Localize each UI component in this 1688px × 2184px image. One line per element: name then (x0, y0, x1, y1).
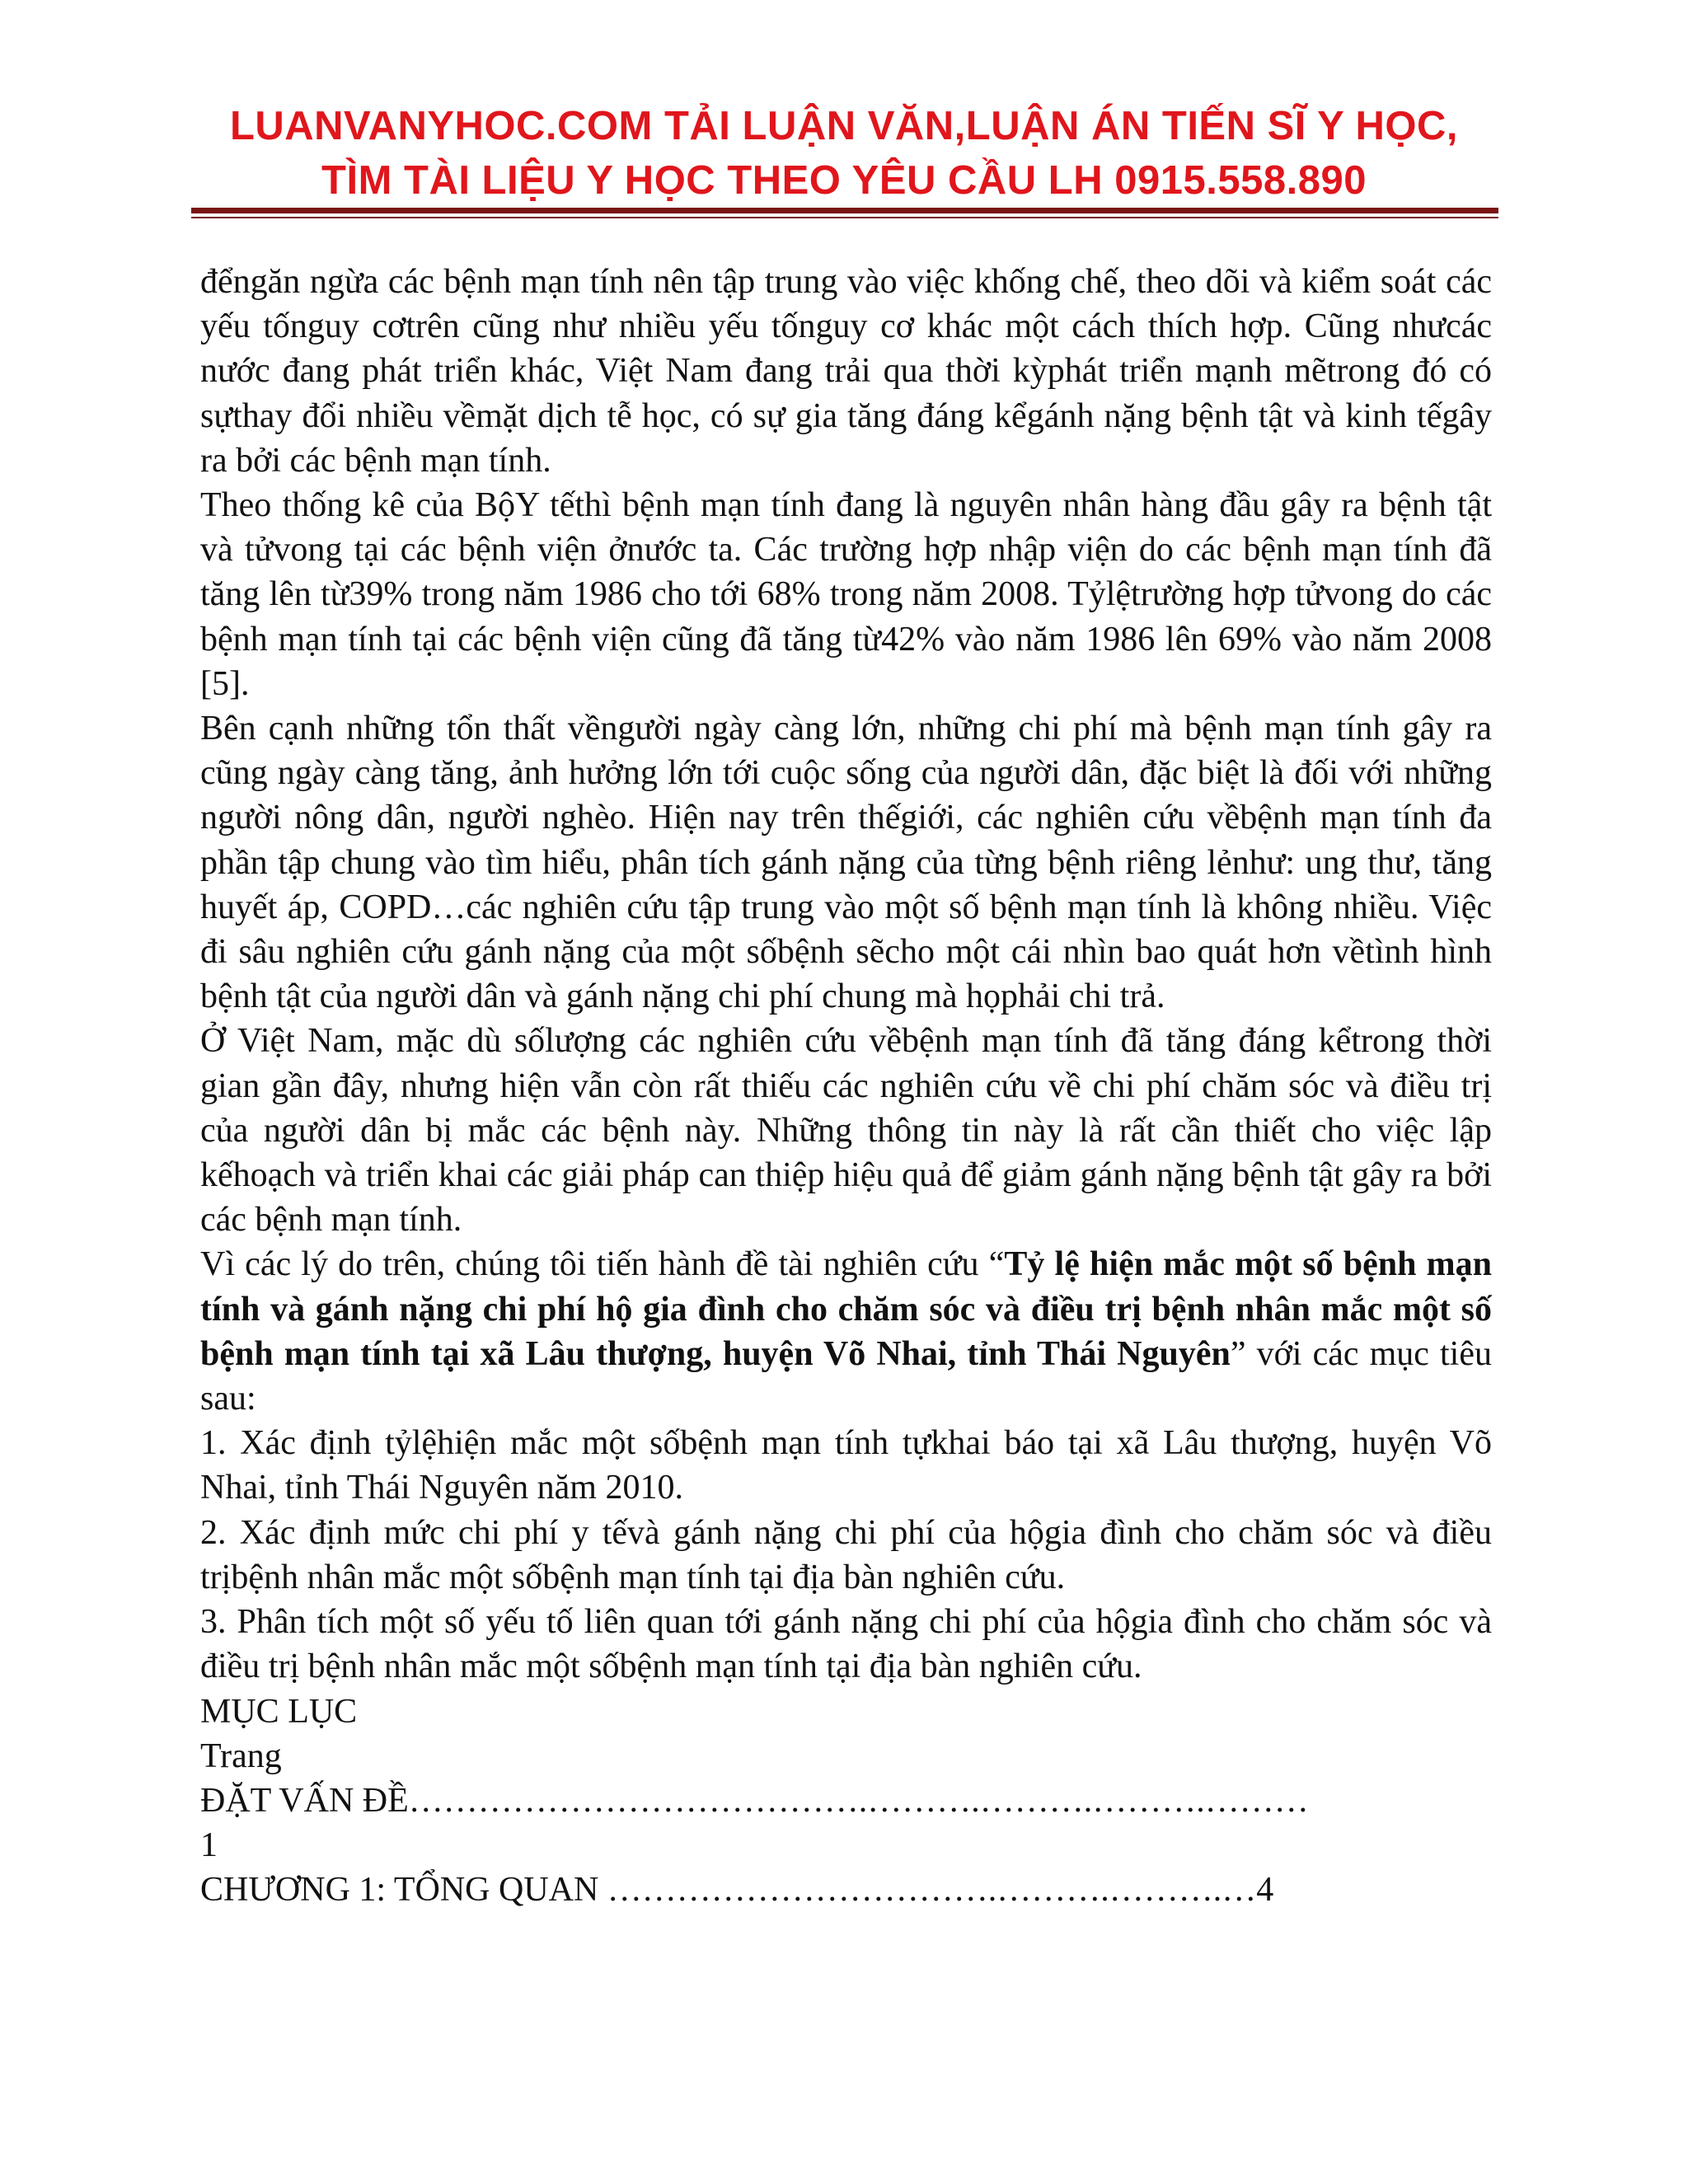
paragraph-prevention: đểngăn ngừa các bệnh mạn tính nên tập trung vào việc khống chế, theo dõi và kiểm soát các yếu tốnguy cơtrên cũng như nhiều yếu tốnguy cơ khác một cách thích hợp. Cũng nhưcác nước đang phát triển khác, Việt Nam đang trải qua thời kỳphát triển mạnh mẽtrong đó có sựthay đổi nhiều vềmặt dịch tễ học, có sự gia tăng đáng kểgánh nặng bệnh tật và kinh tếgây ra bởi các bệnh mạn tính. (200, 263, 1492, 480)
paragraph-vietnam: Ở Việt Nam, mặc dù sốlượng các nghiên cứu vềbệnh mạn tính đã tăng đáng kểtrong thời gian gần đây, nhưng hiện vẫn còn rất thiếu các nghiên cứu về chi phí chăm sóc và điều trị của người dân bị mắc các bệnh này. Những thông tin này là rất cần thiết cho việc lập kếhoạch và triển khai các giải pháp can thiệp hiệu quả để giảm gánh nặng bệnh tật gây ra bởi các bệnh mạn tính. (200, 1022, 1492, 1240)
header-rule-thick (191, 208, 1498, 213)
header-line-2: TÌM TÀI LIỆU Y HỌC THEO YÊU CẦU LH 0915.558.890 (321, 158, 1367, 203)
toc-entry-chapter-1: CHƯƠNG 1: TỔNG QUAN …………………………….……….……….…4 (200, 1871, 1274, 1910)
header-line-1: LUANVANYHOC.COM TẢI LUẬN VĂN,LUẬN ÁN TIẾN SĨ Y HỌC, (229, 104, 1459, 148)
toc-heading: MỤC LỤC (200, 1692, 358, 1731)
study-outro-text: ” với các mục tiêu sau: (200, 1334, 1492, 1418)
paragraph-costs: Bên cạnh những tổn thất vềngười ngày càng lớn, những chi phí mà bệnh mạn tính gây ra cũng ngày càng tăng, ảnh hưởng lớn tới cuộc sống của người dân, đặc biệt là đối với những người nông dân, người nghèo. Hiện nay trên thếgiới, các nghiên cứu vềbệnh mạn tính đa phần tập chung vào tìm hiểu, phân tích gánh nặng của từng bệnh riêng lẻnhư: ung thư, tăng huyết áp, COPD…các nghiên cứu tập trung vào một số bệnh mạn tính là không nhiều. Việc đi sâu nghiên cứu gánh nặng của một sốbệnh sẽcho một cái nhìn bao quát hơn vềtình hình bệnh tật của người dân và gánh nặng chi phí chung mà họphải chi trả. (200, 710, 1492, 1016)
study-intro-text: Vì các lý do trên, chúng tôi tiến hành đề tài nghiên cứu “ (200, 1245, 1005, 1284)
toc-entry-intro-page: 1 (200, 1826, 218, 1865)
toc-page-label: Trang (200, 1736, 282, 1775)
paragraph-statistics: Theo thống kê của BộY tếthì bệnh mạn tính đang là nguyên nhân hàng đầu gây ra bệnh tật và tửvong tại các bệnh viện ởnước ta. Các trường hợp nhập viện do các bệnh mạn tính đã tăng lên từ39% trong năm 1986 cho tới 68% trong năm 2008. Tỷlệtrường hợp tửvong do các bệnh mạn tính tại các bệnh viện cũng đã tăng từ42% vào năm 1986 lên 69% vào năm 2008 [5]. (200, 486, 1492, 703)
study-title: Tỷ lệ hiện mắc một số bệnh mạn tính và gánh nặng chi phí hộ gia đình cho chăm sóc và điều trị bệnh nhân mắc một số bệnh mạn tính tại xã Lâu thượng, huyện Võ Nhai, tỉnh Thái Nguyên (200, 1245, 1492, 1373)
objective-2: 2. Xác định mức chi phí y tếvà gánh nặng chi phí của hộgia đình cho chăm sóc và điều trịbệnh nhân mắc một sốbệnh mạn tính tại địa bàn nghiên cứu. (200, 1513, 1492, 1596)
objective-3: 3. Phân tích một số yếu tố liên quan tới gánh nặng chi phí của hộgia đình cho chăm sóc và điều trị bệnh nhân mắc một sốbệnh mạn tính tại địa bàn nghiên cứu. (200, 1603, 1492, 1686)
document-body (200, 260, 1492, 1913)
paragraph-study-title (200, 1242, 1492, 1421)
header-rule-thin (191, 217, 1498, 218)
objective-1: 1. Xác định tỷlệhiện mắc một sốbệnh mạn tính tựkhai báo tại xã Lâu thượng, huyện Võ Nhai, tỉnh Thái Nguyên năm 2010. (200, 1424, 1492, 1507)
toc-entry-intro: ĐẶT VẤN ĐỀ………………………………….……….……….……….……… (200, 1781, 1309, 1820)
site-header (190, 99, 1498, 208)
